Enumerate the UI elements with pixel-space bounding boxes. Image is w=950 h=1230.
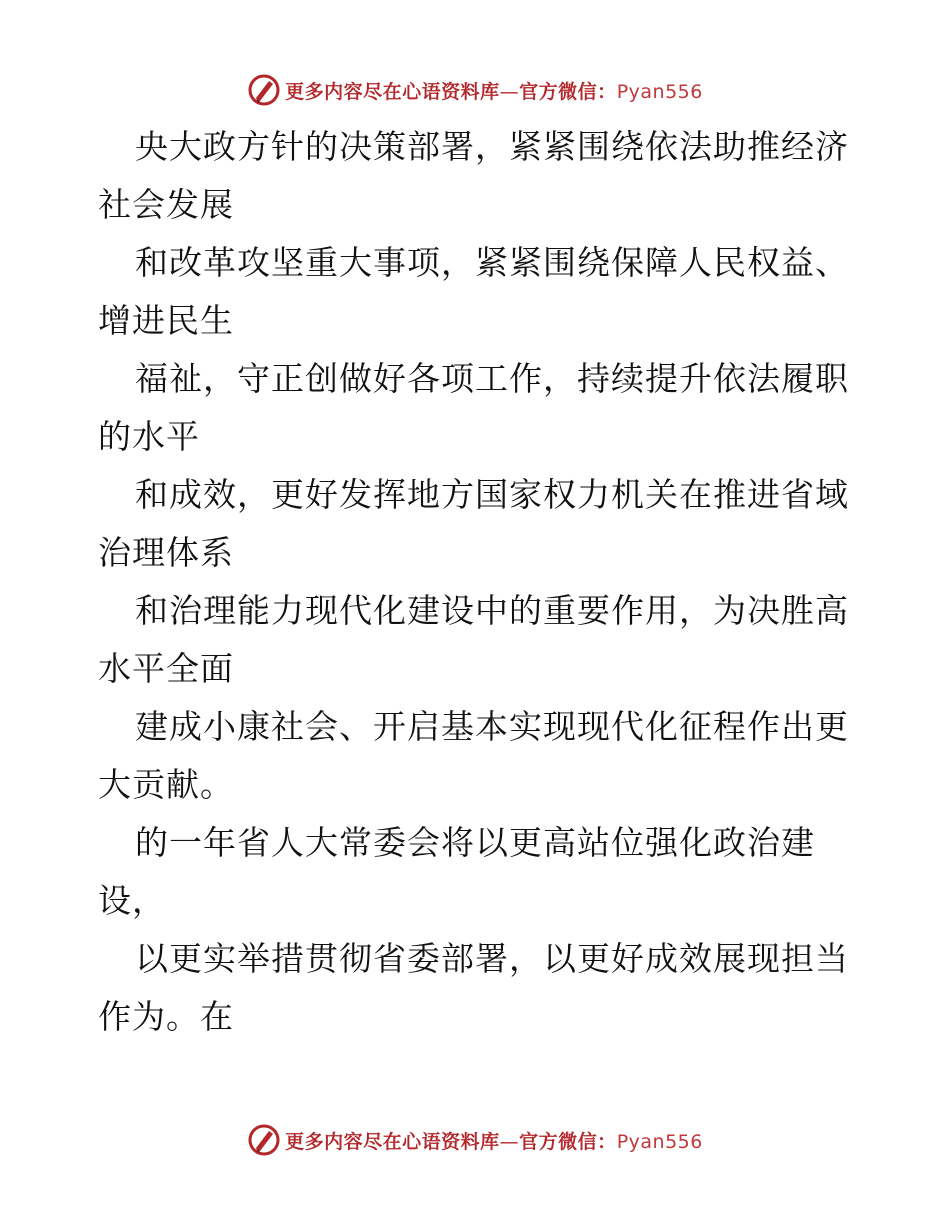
footer-wechat-label: 官方微信： xyxy=(519,1130,617,1153)
header-text xyxy=(285,77,703,104)
pen-in-circle-icon xyxy=(247,73,281,107)
footer-text xyxy=(285,1127,703,1154)
paragraph: 以更实举措贯彻省委部署，以更好成效展现担当作为。在 xyxy=(98,939,849,1036)
paragraph: 央大政方针的决策部署，紧紧围绕依法助推经济社会发展 xyxy=(98,127,849,224)
paragraph: 和治理能力现代化建设中的重要作用，为决胜高水平全面 xyxy=(98,591,849,688)
document-body xyxy=(98,118,858,1046)
footer-separator: — xyxy=(499,1130,520,1153)
paragraph: 和改革攻坚重大事项，紧紧围绕保障人民权益、增进民生 xyxy=(98,243,849,340)
header-site-text: 更多内容尽在心语资料库 xyxy=(285,80,500,103)
header-wechat-id: Pyan556 xyxy=(616,80,703,103)
header-wechat-label: 官方微信： xyxy=(519,80,617,103)
footer-wechat-id: Pyan556 xyxy=(616,1130,703,1153)
paragraph: 和成效，更好发挥地方国家权力机关在推进省域治理体系 xyxy=(98,475,849,572)
paragraph: 建成小康社会、开启基本实现现代化征程作出更大贡献。 xyxy=(98,707,849,804)
footer-banner xyxy=(0,1120,950,1160)
pen-in-circle-icon xyxy=(247,1123,281,1157)
paragraph: 的一年省人大常委会将以更高站位强化政治建设， xyxy=(98,823,815,920)
header-separator: — xyxy=(499,80,520,103)
header-banner xyxy=(0,70,950,110)
footer-site-text: 更多内容尽在心语资料库 xyxy=(285,1130,500,1153)
paragraph: 福祉，守正创做好各项工作，持续提升依法履职的水平 xyxy=(98,359,849,456)
